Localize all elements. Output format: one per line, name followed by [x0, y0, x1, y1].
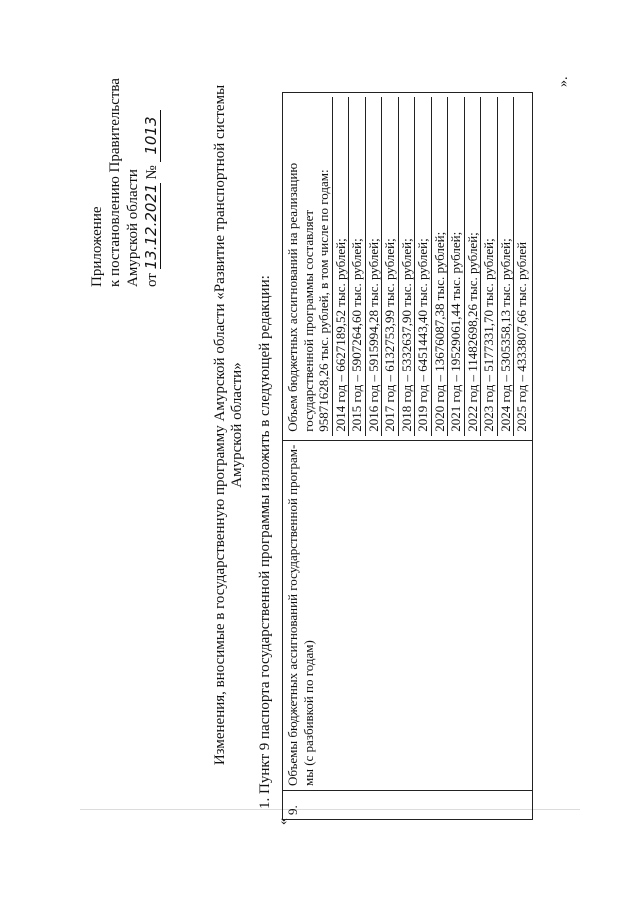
appendix-region: Амурской области — [125, 169, 141, 287]
year-line-2017: 2017 год – 6132753,99 тыс. рублей; — [381, 97, 398, 436]
year-line-2014: 2014 год – 6627189,52 тыс. рублей; — [332, 97, 349, 436]
quote-open-mark: « — [276, 818, 291, 825]
row-number-cell: 9. — [283, 791, 533, 820]
appendix-title: Приложение — [89, 206, 105, 287]
year-line-2016: 2016 год – 5915994,28 тыс. рублей; — [365, 97, 382, 436]
year-line-2021: 2021 год – 19529061,44 тыс. рублей; — [447, 97, 464, 436]
row-name-line-2: мы (с разбивкой по годам) — [300, 640, 316, 786]
appendix-resolution: к постановлению Правительства — [107, 78, 123, 287]
year-line-2018: 2018 год – 5332637,90 тыс. рублей; — [398, 97, 415, 436]
year-line-2019: 2019 год – 6451443,40 тыс. рублей; — [414, 97, 431, 436]
year-line-2023: 2023 год – 5177331,70 тыс. рублей; — [480, 97, 497, 436]
year-line-2015: 2015 год – 5907264,60 тыс. рублей; — [348, 97, 365, 436]
heading-line-1: Изменения, вносимые в государственную программу Амурской области «Развитие транспортной системы — [212, 84, 228, 766]
from-label: от — [144, 273, 160, 287]
appendix-date-number-line — [142, 7, 161, 287]
quote-close-mark: ». — [556, 76, 571, 87]
value-line-3: 95871628,26 тыс. рублей, в том числе по годам: — [316, 169, 331, 432]
number-sign: № — [144, 165, 160, 180]
table-row — [283, 93, 533, 820]
value-line-1: Объем бюджетных ассигнований на реализацию — [285, 162, 300, 432]
appendix-block — [88, 7, 161, 287]
heading-line-2: Амурской области» — [229, 362, 245, 488]
year-line-2020: 2020 год – 13676087,38 тыс. рублей; — [431, 97, 448, 436]
handwritten-number: 1013 — [142, 110, 161, 162]
point-instruction: 1. Пункт 9 паспорта государственной программы изложить в следующей редакции: — [257, 275, 273, 809]
row-name-line-1: Объемы бюджетных ассигнований государственной програм- — [285, 444, 300, 786]
value-line-2: государственной программы составляет — [300, 209, 316, 432]
year-line-2024: 2024 год – 5305358,13 тыс. рублей; — [497, 97, 514, 436]
handwritten-date: 13.12.2021 — [142, 183, 160, 270]
document-heading — [212, 65, 246, 785]
year-line-2022: 2022 год – 11482698,26 тыс. рублей; — [464, 97, 481, 436]
year-line-2025: 2025 год – 4333807,66 тыс. рублей — [513, 97, 530, 436]
row-value-cell — [283, 93, 533, 441]
row-name-cell — [283, 440, 533, 790]
passport-table — [282, 92, 533, 820]
